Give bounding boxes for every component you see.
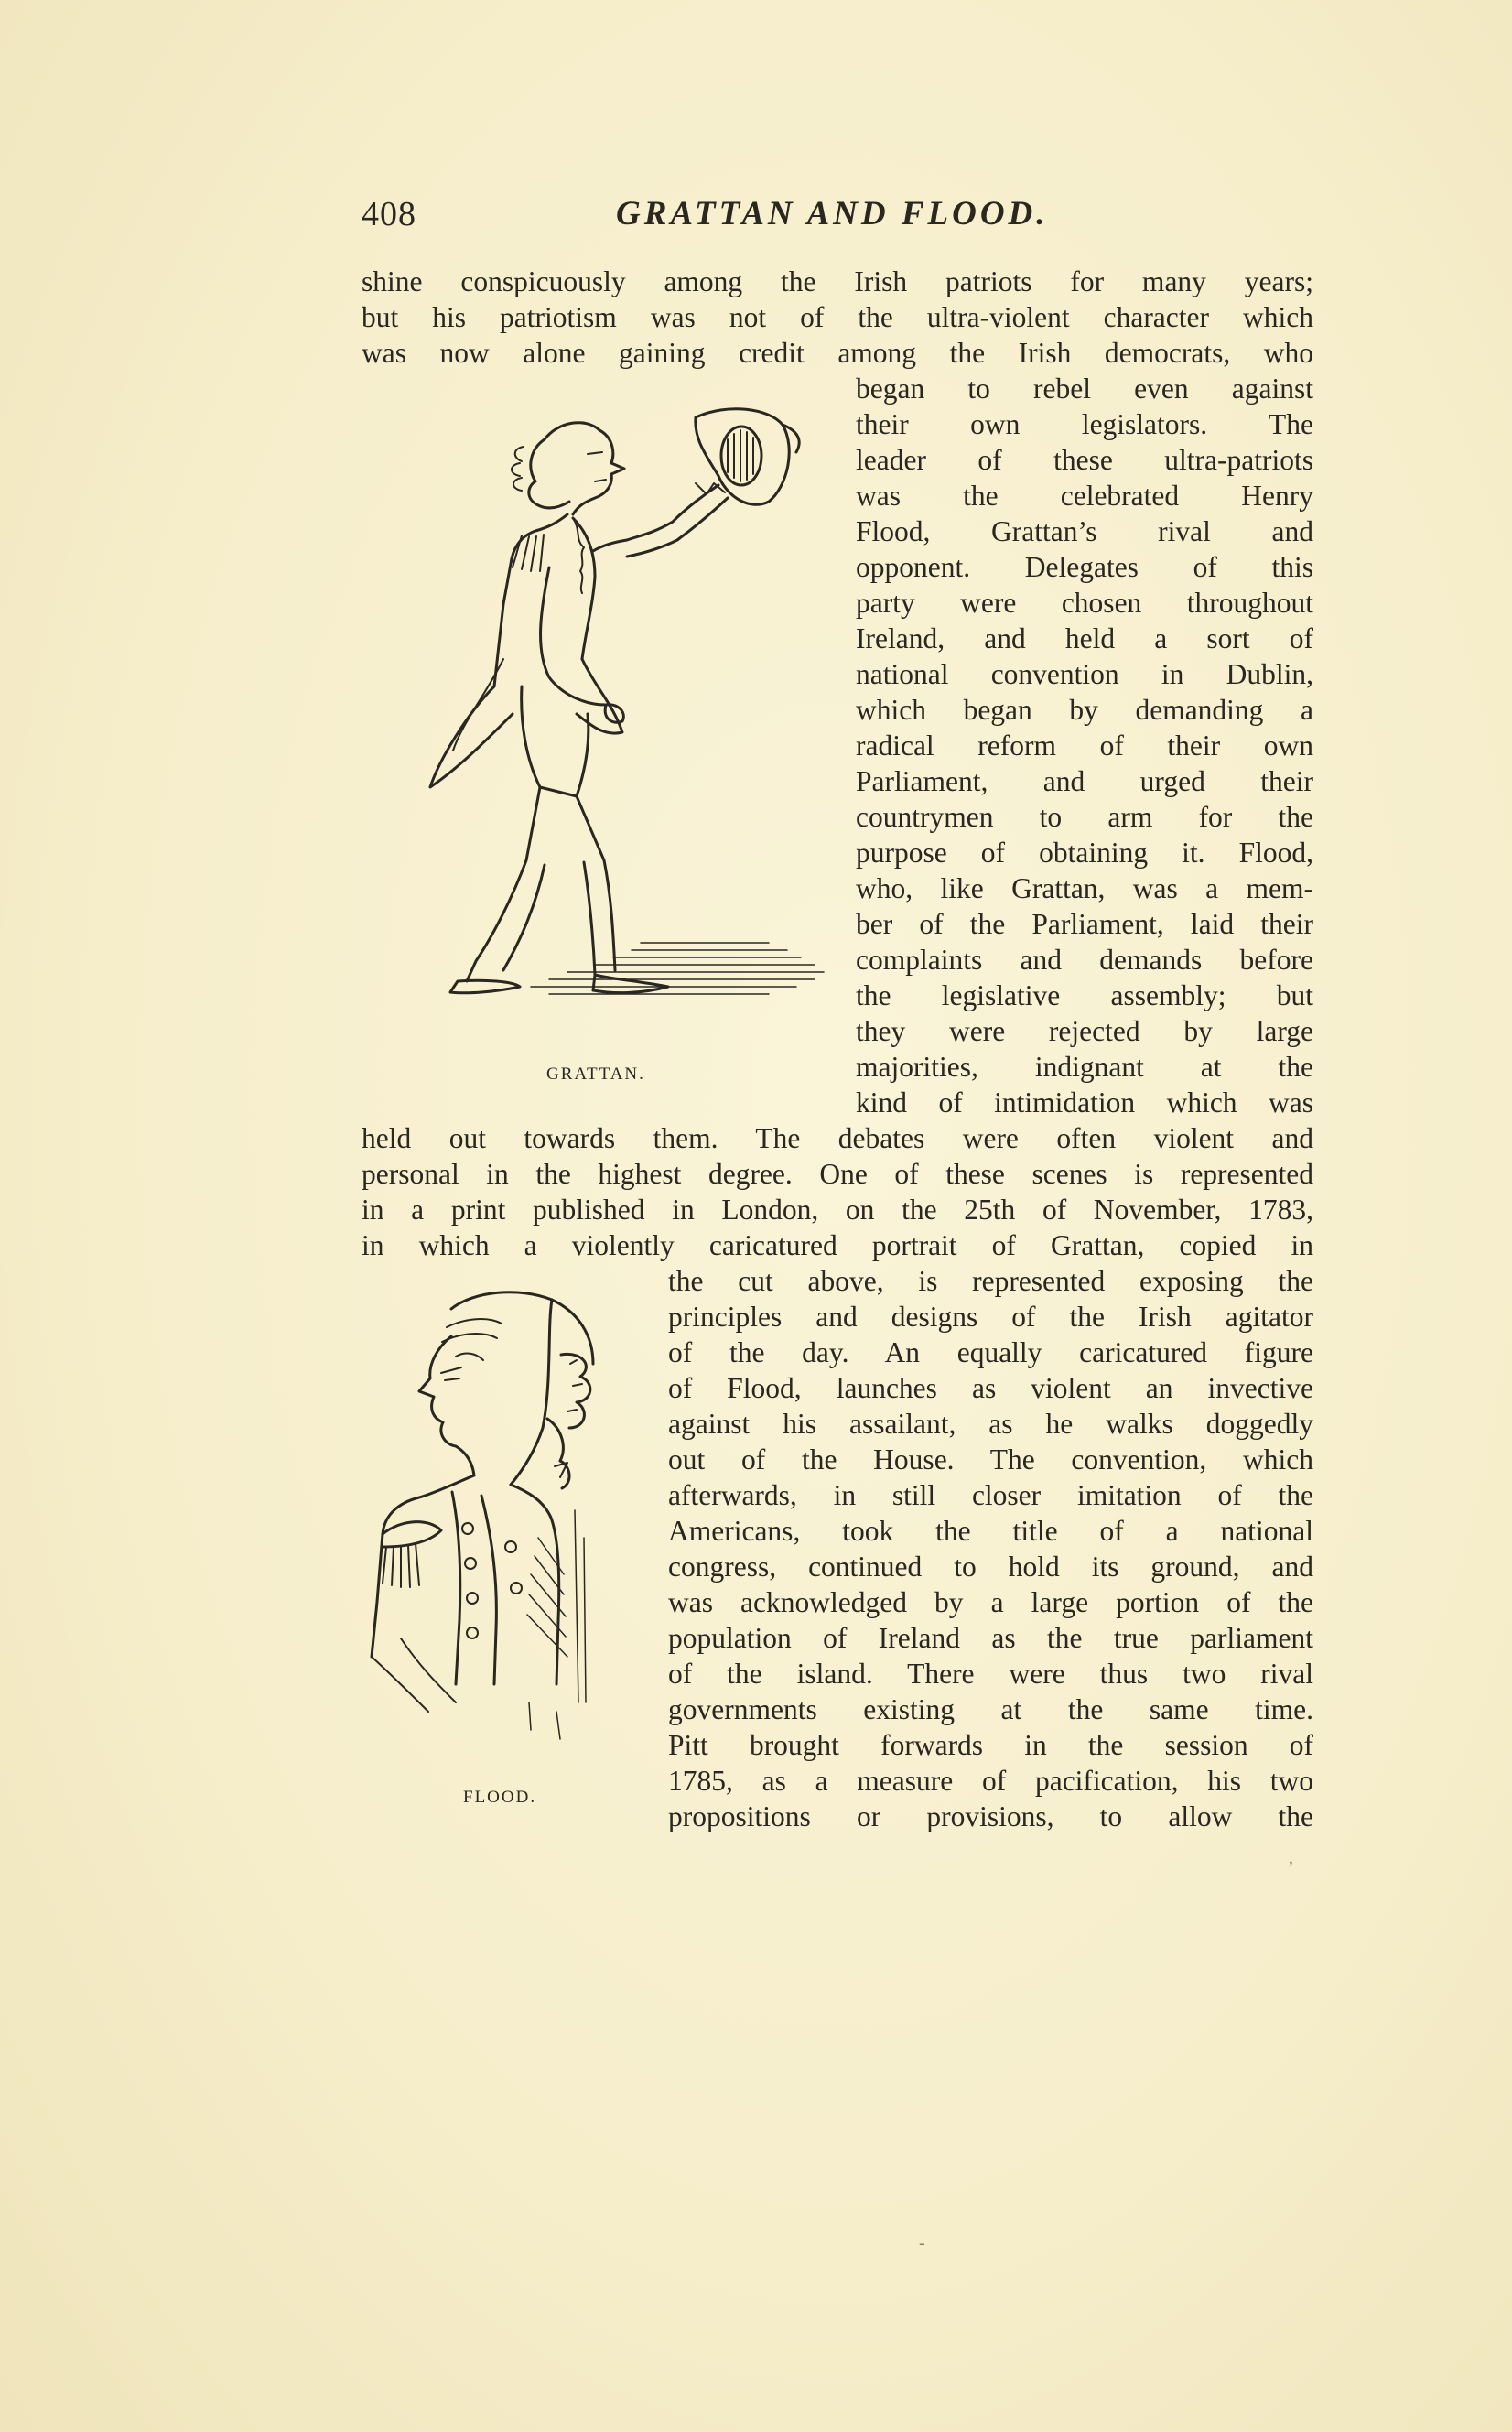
- text-line: afterwards, in still closer imitation of the: [668, 1479, 1313, 1511]
- text-line: party were chosen throughout: [856, 587, 1313, 619]
- text-line: ber of the Parliament, laid their: [856, 908, 1313, 940]
- text-line: out of the House. The convention, which: [668, 1443, 1313, 1475]
- text-line: Ireland, and held a sort of: [856, 622, 1313, 654]
- text-line: but his patriotism was not of the ultra-violent character which: [362, 301, 1313, 333]
- text-line: began to rebel even against: [856, 373, 1313, 405]
- text-line: shine conspicuously among the Irish patriots for many years;: [362, 265, 1313, 297]
- text-line: of the island. There were thus two rival: [668, 1658, 1313, 1690]
- text-line: congress, continued to hold its ground, and: [668, 1551, 1313, 1583]
- text-line: which began by demanding a: [856, 694, 1313, 726]
- text-line: leader of these ultra-patriots: [856, 444, 1313, 476]
- text-line: principles and designs of the Irish agitator: [668, 1301, 1313, 1333]
- text-line: was the celebrated Henry: [856, 480, 1313, 512]
- grattan-caption: GRATTAN.: [546, 1065, 645, 1084]
- text-line: radical reform of their own: [856, 730, 1313, 762]
- text-line: was now alone gaining credit among the Irish democrats, who: [362, 337, 1313, 369]
- text-line: who, like Grattan, was a mem-: [856, 872, 1313, 904]
- text-line: kind of intimidation which was: [856, 1086, 1313, 1119]
- text-line: Flood, Grattan’s rival and: [856, 515, 1313, 547]
- text-line: governments existing at the same time.: [668, 1693, 1313, 1725]
- text-line: of Flood, launches as violent an invective: [668, 1372, 1313, 1404]
- grattan-illustration: [366, 384, 842, 1043]
- text-line: national convention in Dublin,: [856, 658, 1313, 690]
- page-header: [362, 194, 1313, 249]
- text-line: in which a violently caricatured portrait of Grattan, copied in: [362, 1229, 1313, 1261]
- text-line: population of Ireland as the true parliament: [668, 1622, 1313, 1654]
- text-line: their own legislators. The: [856, 408, 1313, 440]
- flood-illustration: [364, 1272, 666, 1785]
- text-line: countrymen to arm for the: [856, 801, 1313, 833]
- stray-mark: -: [919, 2233, 925, 2254]
- text-line: Parliament, and urged their: [856, 765, 1313, 797]
- text-line: of the day. An equally caricatured figure: [668, 1336, 1313, 1368]
- text-line: Pitt brought forwards in the session of: [668, 1729, 1313, 1761]
- stray-mark: ʼ: [1288, 1858, 1294, 1878]
- text-line: held out towards them. The debates were often violent and: [362, 1122, 1313, 1154]
- text-line: against his assailant, as he walks doggedly: [668, 1408, 1313, 1440]
- text-line: was acknowledged by a large portion of the: [668, 1586, 1313, 1618]
- text-line: the legislative assembly; but: [856, 979, 1313, 1011]
- text-line: the cut above, is represented exposing the: [668, 1265, 1313, 1297]
- text-line: they were rejected by large: [856, 1015, 1313, 1047]
- text-line: complaints and demands before: [856, 944, 1313, 976]
- running-title: GRATTAN AND FLOOD.: [616, 195, 1049, 232]
- text-line: Americans, took the title of a national: [668, 1515, 1313, 1547]
- text-line: majorities, indignant at the: [856, 1051, 1313, 1083]
- flood-caption: FLOOD.: [463, 1788, 537, 1807]
- text-line: in a print published in London, on the 25th of November, 1783,: [362, 1194, 1313, 1226]
- text-line: propositions or provisions, to allow the: [668, 1800, 1313, 1832]
- text-line: opponent. Delegates of this: [856, 551, 1313, 583]
- text-line: 1785, as a measure of pacification, his two: [668, 1765, 1313, 1797]
- text-line: personal in the highest degree. One of these scenes is represented: [362, 1158, 1313, 1190]
- page-number: 408: [362, 195, 416, 233]
- text-line: purpose of obtaining it. Flood,: [856, 837, 1313, 869]
